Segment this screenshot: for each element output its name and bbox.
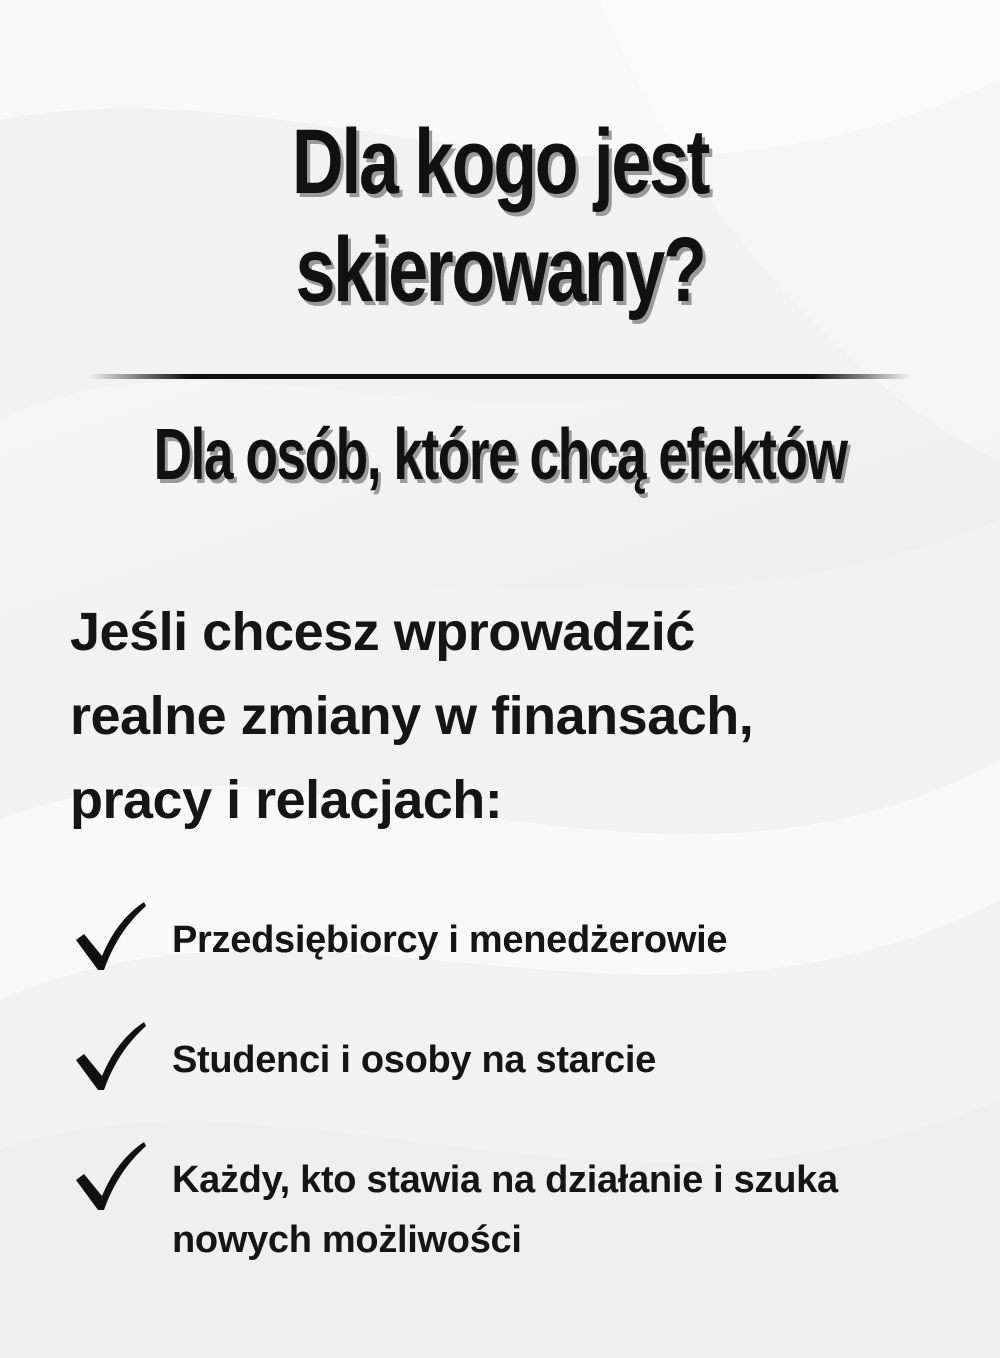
list-item-label-line-1: Studenci i osoby na starcie xyxy=(172,1039,656,1081)
page-title xyxy=(110,108,890,324)
list-item-label-line-2: nowych możliwości xyxy=(172,1219,522,1261)
check-mark-icon xyxy=(72,1018,148,1094)
page-subtitle: Dla osób, które chcą efektów xyxy=(153,415,847,495)
intro-line-3: pracy i relacjach: xyxy=(70,770,503,830)
page-title-line-1: Dla kogo jest xyxy=(291,111,709,213)
divider xyxy=(88,374,912,379)
list-item-label xyxy=(172,910,952,970)
page-title-line-2: skierowany? xyxy=(295,219,705,321)
list-item-label xyxy=(172,1150,952,1270)
list-item-label-line-1: Każdy, kto stawia na działanie i szuka xyxy=(172,1159,838,1201)
list-item-label xyxy=(172,1030,952,1090)
intro-line-2: realne zmiany w finansach, xyxy=(70,686,754,746)
check-mark-icon xyxy=(72,898,148,974)
check-mark-icon xyxy=(72,1138,148,1214)
intro-line-1: Jeśli chcesz wprowadzić xyxy=(70,602,695,662)
intro-text xyxy=(70,590,950,842)
list-item-label-line-1: Przedsiębiorcy i menedżerowie xyxy=(172,919,728,961)
